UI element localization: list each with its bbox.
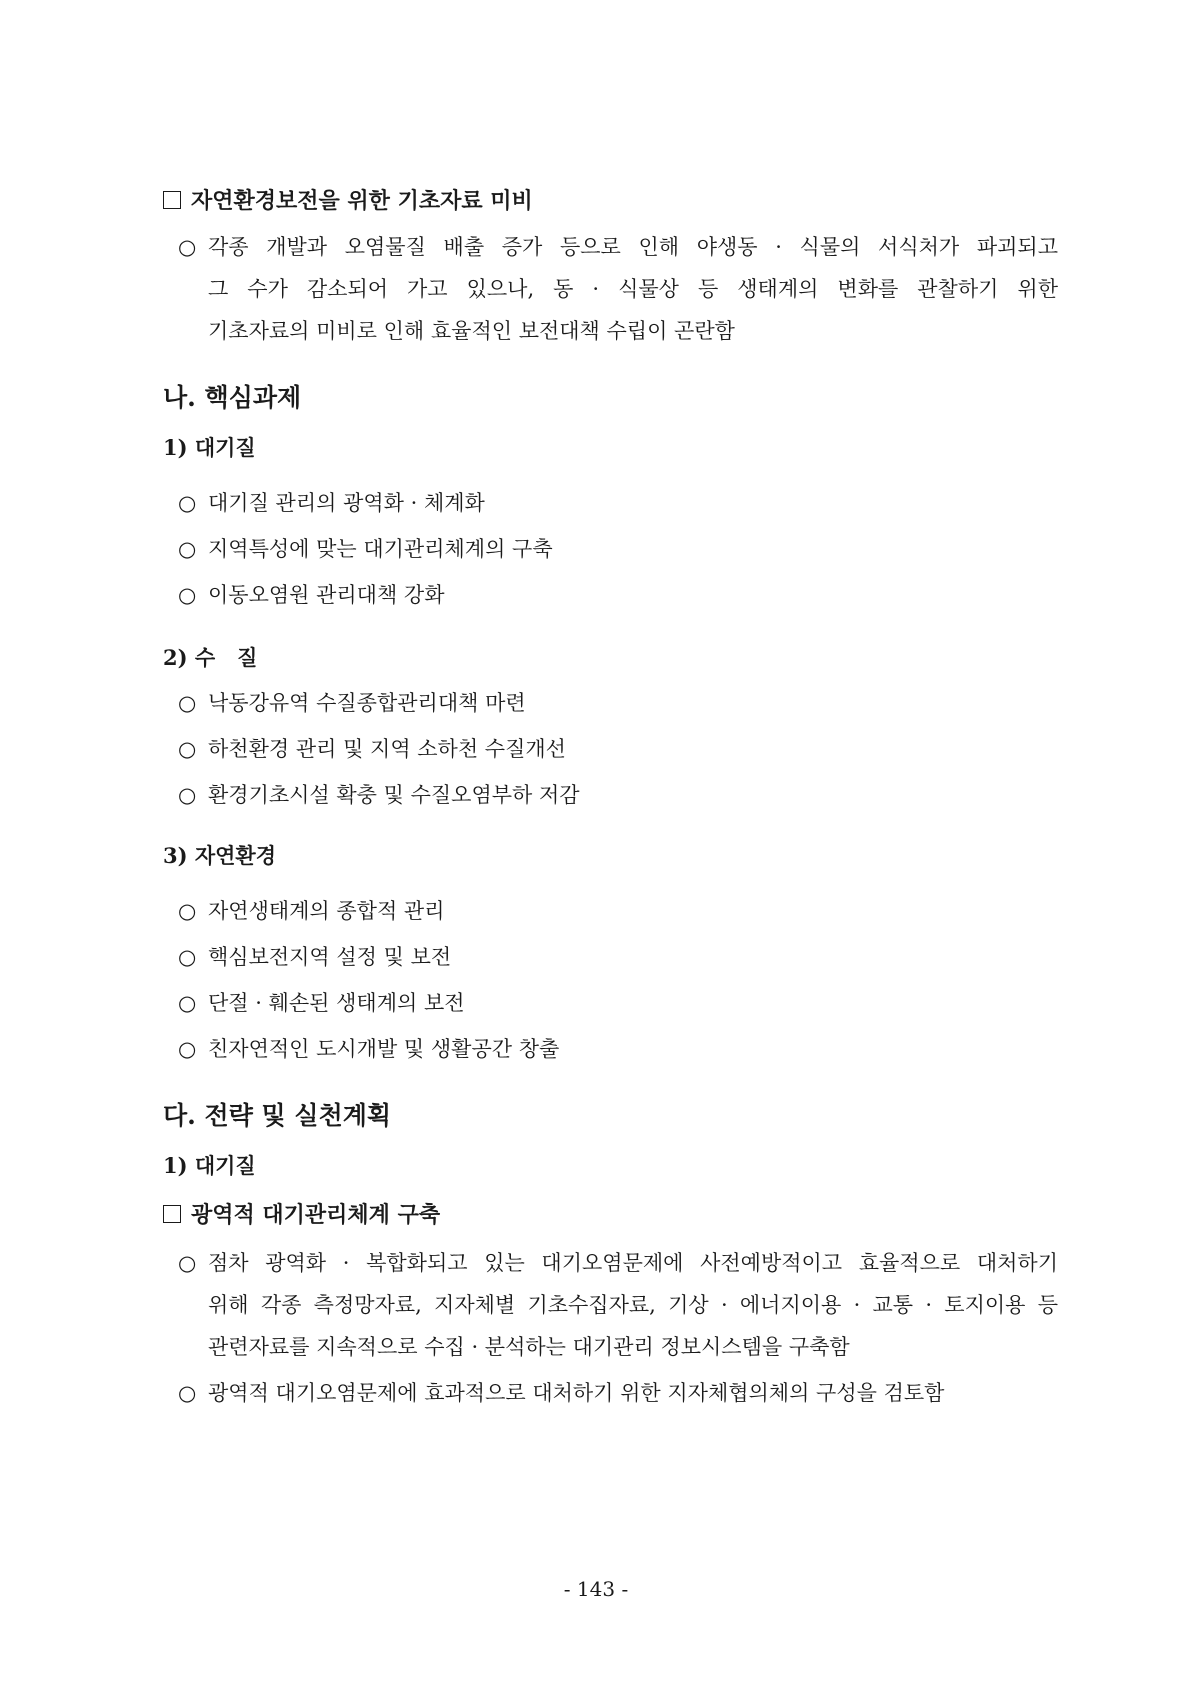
box-heading-regional-air xyxy=(163,1198,440,1229)
paragraph-line: 기초자료의 미비로 인해 효율적인 보전대책 수립이 곤란함 xyxy=(208,319,735,343)
list-item-text: 단절 · 훼손된 생태계의 보전 xyxy=(208,991,465,1015)
circle-bullet-icon: ○ xyxy=(178,1251,197,1275)
circle-bullet-icon: ○ xyxy=(178,737,197,761)
paragraph-line: 점차 광역화 · 복합화되고 있는 대기오염문제에 사전예방적이고 효율적으로 대처하기 xyxy=(208,1251,1058,1275)
circle-bullet-icon: ○ xyxy=(178,1381,197,1405)
circle-bullet-icon: ○ xyxy=(178,583,197,607)
section-heading-strategy: 다. 전략 및 실천계획 xyxy=(163,1101,392,1130)
list-item-text: 친자연적인 도시개발 및 생활공간 창출 xyxy=(208,1037,560,1061)
square-bullet-icon xyxy=(163,191,181,209)
circle-bullet-icon: ○ xyxy=(178,991,197,1015)
box-heading-text: 광역적 대기관리체계 구축 xyxy=(191,1202,441,1228)
subheading-water-quality: 2) 수 질 xyxy=(163,645,258,670)
page-number: - 143 - xyxy=(563,1577,629,1601)
paragraph-line: 관련자료를 지속적으로 수집 · 분석하는 대기관리 정보시스템을 구축함 xyxy=(208,1335,850,1359)
list-item-text: 낙동강유역 수질종합관리대책 마련 xyxy=(208,691,526,715)
list-item-text: 하천환경 관리 및 지역 소하천 수질개선 xyxy=(208,737,566,761)
circle-bullet-icon: ○ xyxy=(178,1037,197,1061)
subheading-natural-environment: 3) 자연환경 xyxy=(163,843,277,868)
box-heading-basic-data xyxy=(163,184,533,215)
list-item-text: 대기질 관리의 광역화 · 체계화 xyxy=(208,491,485,515)
circle-bullet-icon: ○ xyxy=(178,691,197,715)
circle-bullet-icon: ○ xyxy=(178,945,197,969)
list-item-text: 자연생태계의 종합적 관리 xyxy=(208,899,445,923)
square-bullet-icon xyxy=(163,1205,181,1223)
paragraph-line: 각종 개발과 오염물질 배출 증가 등으로 인해 야생동 · 식물의 서식처가 파괴되고 xyxy=(208,235,1058,259)
list-item-text: 이동오염원 관리대책 강화 xyxy=(208,583,445,607)
paragraph-line: 위해 각종 측정망자료, 지자체별 기초수집자료, 기상 · 에너지이용 · 교통 · 토지이용 등 xyxy=(208,1293,1058,1317)
circle-bullet-icon: ○ xyxy=(178,899,197,923)
subheading-air-quality-strategy: 1) 대기질 xyxy=(163,1153,256,1178)
list-item-text: 지역특성에 맞는 대기관리체계의 구축 xyxy=(208,537,553,561)
paragraph-line: 광역적 대기오염문제에 효과적으로 대처하기 위한 지자체협의체의 구성을 검토함 xyxy=(208,1381,945,1405)
section-heading-core-tasks: 나. 핵심과제 xyxy=(163,383,302,412)
subheading-air-quality: 1) 대기질 xyxy=(163,435,256,460)
circle-bullet-icon: ○ xyxy=(178,537,197,561)
circle-bullet-icon: ○ xyxy=(178,491,197,515)
paragraph-line: 그 수가 감소되어 가고 있으나, 동 · 식물상 등 생태계의 변화를 관찰하기 위한 xyxy=(208,277,1058,301)
circle-bullet-icon: ○ xyxy=(178,235,197,259)
list-item-text: 핵심보전지역 설정 및 보전 xyxy=(208,945,452,969)
box-heading-text: 자연환경보전을 위한 기초자료 미비 xyxy=(191,188,533,214)
list-item-text: 환경기초시설 확충 및 수질오염부하 저감 xyxy=(208,783,580,807)
circle-bullet-icon: ○ xyxy=(178,783,197,807)
